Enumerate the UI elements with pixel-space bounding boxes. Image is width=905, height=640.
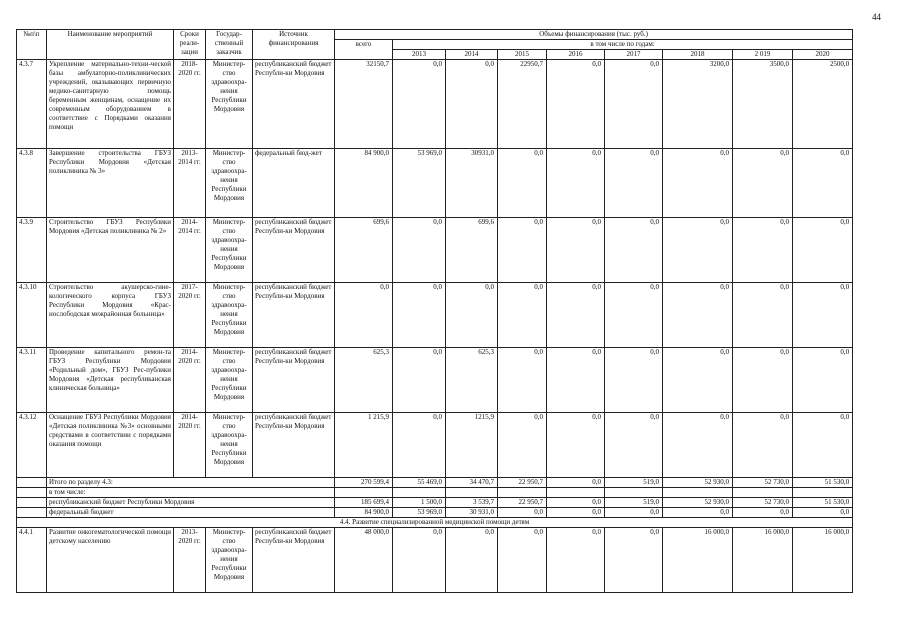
summary-value: 3 539,7 bbox=[446, 498, 498, 508]
row-value: 0,0 bbox=[547, 348, 605, 413]
summary-fed-row bbox=[17, 508, 853, 518]
summary-value: 53 969,0 bbox=[393, 508, 446, 518]
table-row bbox=[17, 528, 853, 593]
row-value: 0,0 bbox=[498, 528, 547, 593]
row-num: 4.3.11 bbox=[17, 348, 47, 413]
row-value: 0,0 bbox=[733, 348, 793, 413]
row-customer: Министер-ство здравоохра-нения Республики Мордовия bbox=[206, 149, 253, 218]
table-row bbox=[17, 348, 853, 413]
table-row bbox=[17, 413, 853, 478]
row-value: 30931,0 bbox=[446, 149, 498, 218]
row-customer: Министер-ство здравоохра-нения Республики Мордовия bbox=[206, 60, 253, 149]
row-value: 0,0 bbox=[547, 413, 605, 478]
section-title-row bbox=[17, 518, 853, 528]
header-source: Источник финансирования bbox=[253, 30, 335, 60]
page-number: 44 bbox=[872, 12, 881, 22]
row-term: 2017-2020 гг. bbox=[174, 283, 206, 348]
row-value: 0,0 bbox=[733, 149, 793, 218]
row-value: 0,0 bbox=[498, 283, 547, 348]
row-value: 0,0 bbox=[547, 60, 605, 149]
row-value: 0,0 bbox=[393, 413, 446, 478]
header-year: 2014 bbox=[446, 50, 498, 60]
row-value: 0,0 bbox=[498, 413, 547, 478]
row-source: федеральный бюд-жет bbox=[253, 149, 335, 218]
header-year: 2015 bbox=[498, 50, 547, 60]
row-customer: Министер-ство здравоохра-нения Республики Мордовия bbox=[206, 413, 253, 478]
header-year: 2013 bbox=[393, 50, 446, 60]
row-total: 84 900,0 bbox=[335, 149, 393, 218]
row-value: 0,0 bbox=[547, 528, 605, 593]
row-value: 0,0 bbox=[393, 348, 446, 413]
row-value: 0,0 bbox=[393, 218, 446, 283]
row-num: 4.3.7 bbox=[17, 60, 47, 149]
header-year: 2017 bbox=[605, 50, 663, 60]
row-name: Проведение капитального ремон-та ГБУЗ Республики Мордовия «Родильный дом», ГБУЗ Рес-публики Мордовия «Детская республиканская клиническая больница» bbox=[47, 348, 174, 413]
row-source: республиканский бюджет Республи-ки Мордовия bbox=[253, 218, 335, 283]
summary-value: 22 950,7 bbox=[498, 498, 547, 508]
row-value: 0,0 bbox=[605, 283, 663, 348]
row-value: 0,0 bbox=[663, 348, 733, 413]
row-source: республиканский бюджет Республи-ки Мордовия bbox=[253, 348, 335, 413]
row-value: 16 000,0 bbox=[793, 528, 853, 593]
summary-rep-total: 185 699,4 bbox=[335, 498, 393, 508]
row-total: 699,6 bbox=[335, 218, 393, 283]
row-value: 0,0 bbox=[498, 218, 547, 283]
row-value: 0,0 bbox=[547, 218, 605, 283]
row-customer: Министер-ство здравоохра-нения Республики Мордовия bbox=[206, 528, 253, 593]
row-name: Завершение строительства ГБУЗ Республики Мордовия «Детская поликлиника № 3» bbox=[47, 149, 174, 218]
row-value: 0,0 bbox=[393, 60, 446, 149]
row-name: Строительство ГБУЗ Республики Мордовия «Детская поликлиника № 2» bbox=[47, 218, 174, 283]
summary-value: 0,0 bbox=[498, 508, 547, 518]
summary-value: 0,0 bbox=[793, 508, 853, 518]
row-term: 2013-2020 гг. bbox=[174, 528, 206, 593]
row-term: 2018-2020 гг. bbox=[174, 60, 206, 149]
row-value: 0,0 bbox=[605, 218, 663, 283]
row-value: 0,0 bbox=[793, 348, 853, 413]
header-year: 2 019 bbox=[733, 50, 793, 60]
summary-rep-label: республиканский бюджет Республики Мордовия bbox=[47, 498, 335, 508]
header-name: Наименование мероприятий bbox=[47, 30, 174, 60]
summary-value: 52 730,0 bbox=[733, 478, 793, 488]
row-value: 0,0 bbox=[446, 60, 498, 149]
row-value: 0,0 bbox=[605, 413, 663, 478]
row-value: 53 969,0 bbox=[393, 149, 446, 218]
header-volumes: Объемы финансирования (тыс. руб.) bbox=[335, 30, 853, 40]
summary-value: 0,0 bbox=[547, 498, 605, 508]
row-value: 0,0 bbox=[393, 283, 446, 348]
row-value: 1215,9 bbox=[446, 413, 498, 478]
summary-value: 55 469,0 bbox=[393, 478, 446, 488]
summary-value: 0,0 bbox=[547, 478, 605, 488]
row-value: 625,3 bbox=[446, 348, 498, 413]
summary-incl-label: в том числе: bbox=[47, 488, 335, 498]
header-terms: Сроки реали-зации bbox=[174, 30, 206, 60]
row-value: 22950,7 bbox=[498, 60, 547, 149]
row-num: 4.3.8 bbox=[17, 149, 47, 218]
summary-value: 519,0 bbox=[605, 478, 663, 488]
row-source: республиканский бюджет Республи-ки Мордовия bbox=[253, 60, 335, 149]
row-total: 48 000,0 bbox=[335, 528, 393, 593]
row-num: 4.3.12 bbox=[17, 413, 47, 478]
row-num: 4.4.1 bbox=[17, 528, 47, 593]
row-source: республиканский бюджет Республи-ки Мордовия bbox=[253, 528, 335, 593]
header-year: 2016 bbox=[547, 50, 605, 60]
header-row-1 bbox=[17, 30, 853, 40]
row-customer: Министер-ство здравоохра-нения Республики Мордовия bbox=[206, 348, 253, 413]
row-value: 0,0 bbox=[663, 149, 733, 218]
row-value: 0,0 bbox=[733, 218, 793, 283]
summary-fed-total: 84 900,0 bbox=[335, 508, 393, 518]
row-value: 3200,0 bbox=[663, 60, 733, 149]
summary-incl-row bbox=[17, 488, 853, 498]
row-name: Строительство акушерско-гине-кологического корпуса ГБУЗ Республики Мордовия «Крас-нослободская межрайонная больница» bbox=[47, 283, 174, 348]
financing-table bbox=[16, 29, 853, 593]
summary-total-label: Итого по разделу 4.3: bbox=[47, 478, 335, 488]
row-value: 0,0 bbox=[446, 283, 498, 348]
summary-value: 0,0 bbox=[733, 508, 793, 518]
row-value: 16 000,0 bbox=[663, 528, 733, 593]
summary-total-row bbox=[17, 478, 853, 488]
row-customer: Министер-ство здравоохра-нения Республики Мордовия bbox=[206, 283, 253, 348]
row-name: Оснащение ГБУЗ Республики Мордовия «Детская поликлиника №3» основными средствами в соответствии с порядками оказания помощи bbox=[47, 413, 174, 478]
row-value: 0,0 bbox=[733, 413, 793, 478]
row-value: 0,0 bbox=[498, 348, 547, 413]
row-total: 625,3 bbox=[335, 348, 393, 413]
row-total: 1 215,9 bbox=[335, 413, 393, 478]
header-incl-years: в том числе по годам: bbox=[393, 40, 853, 50]
header-num: №п\п bbox=[17, 30, 47, 60]
summary-value: 52 730,0 bbox=[733, 498, 793, 508]
row-value: 0,0 bbox=[733, 283, 793, 348]
row-value: 0,0 bbox=[663, 218, 733, 283]
summary-fed-label: федеральный бюджет bbox=[47, 508, 335, 518]
row-term: 2014-2020 гг. bbox=[174, 413, 206, 478]
row-term: 2014-2014 гг. bbox=[174, 218, 206, 283]
row-total: 32150,7 bbox=[335, 60, 393, 149]
row-value: 0,0 bbox=[663, 283, 733, 348]
row-customer: Министер-ство здравоохра-нения Республики Мордовия bbox=[206, 218, 253, 283]
row-value: 0,0 bbox=[605, 149, 663, 218]
summary-value: 51 530,0 bbox=[793, 498, 853, 508]
summary-value: 52 930,0 bbox=[663, 478, 733, 488]
summary-value: 519,0 bbox=[605, 498, 663, 508]
summary-value: 22 950,7 bbox=[498, 478, 547, 488]
row-source: республиканский бюджет Республи-ки Мордовия bbox=[253, 283, 335, 348]
row-name: Развитие онкогематологической помощи детскому населению bbox=[47, 528, 174, 593]
row-value: 0,0 bbox=[605, 348, 663, 413]
row-value: 2500,0 bbox=[793, 60, 853, 149]
row-value: 0,0 bbox=[793, 149, 853, 218]
table-row bbox=[17, 218, 853, 283]
row-value: 699,6 bbox=[446, 218, 498, 283]
summary-total: 270 599,4 bbox=[335, 478, 393, 488]
row-num: 4.3.10 bbox=[17, 283, 47, 348]
section-title: 4.4. Развитие специализированной медицинской помощи детям bbox=[17, 518, 853, 528]
header-year: 2020 bbox=[793, 50, 853, 60]
summary-value: 30 931,0 bbox=[446, 508, 498, 518]
row-value: 3500,0 bbox=[733, 60, 793, 149]
row-total: 0,0 bbox=[335, 283, 393, 348]
row-num: 4.3.9 bbox=[17, 218, 47, 283]
row-value: 0,0 bbox=[393, 528, 446, 593]
table-row bbox=[17, 149, 853, 218]
summary-rep-row bbox=[17, 498, 853, 508]
row-value: 0,0 bbox=[605, 528, 663, 593]
row-value: 0,0 bbox=[605, 60, 663, 149]
row-value: 0,0 bbox=[547, 149, 605, 218]
table-row bbox=[17, 60, 853, 149]
row-value: 0,0 bbox=[793, 218, 853, 283]
header-year: 2018 bbox=[663, 50, 733, 60]
row-value: 0,0 bbox=[498, 149, 547, 218]
row-value: 0,0 bbox=[547, 283, 605, 348]
summary-value: 51 530,0 bbox=[793, 478, 853, 488]
summary-value: 34 470,7 bbox=[446, 478, 498, 488]
row-value: 16 000,0 bbox=[733, 528, 793, 593]
header-customer: Государ-ственный заказчик bbox=[206, 30, 253, 60]
row-name: Укрепление материально-техни-ческой базы амбулаторно-поликлинических учреждений, оказывающих первичную медико-санитарную помощь беременным женщинам, оснащение их современным оборудованием в соответствие с Порядками оказания помощи bbox=[47, 60, 174, 149]
row-value: 0,0 bbox=[793, 413, 853, 478]
row-value: 0,0 bbox=[446, 528, 498, 593]
row-term: 2013-2014 гг. bbox=[174, 149, 206, 218]
summary-value: 0,0 bbox=[663, 508, 733, 518]
summary-value: 1 500,0 bbox=[393, 498, 446, 508]
row-source: республиканский бюджет Республи-ки Мордовия bbox=[253, 413, 335, 478]
summary-value: 52 930,0 bbox=[663, 498, 733, 508]
table-row bbox=[17, 283, 853, 348]
row-value: 0,0 bbox=[663, 413, 733, 478]
summary-value: 0,0 bbox=[547, 508, 605, 518]
header-total: всего bbox=[335, 40, 393, 60]
row-value: 0,0 bbox=[793, 283, 853, 348]
row-term: 2014-2020 гг. bbox=[174, 348, 206, 413]
summary-value: 0,0 bbox=[605, 508, 663, 518]
